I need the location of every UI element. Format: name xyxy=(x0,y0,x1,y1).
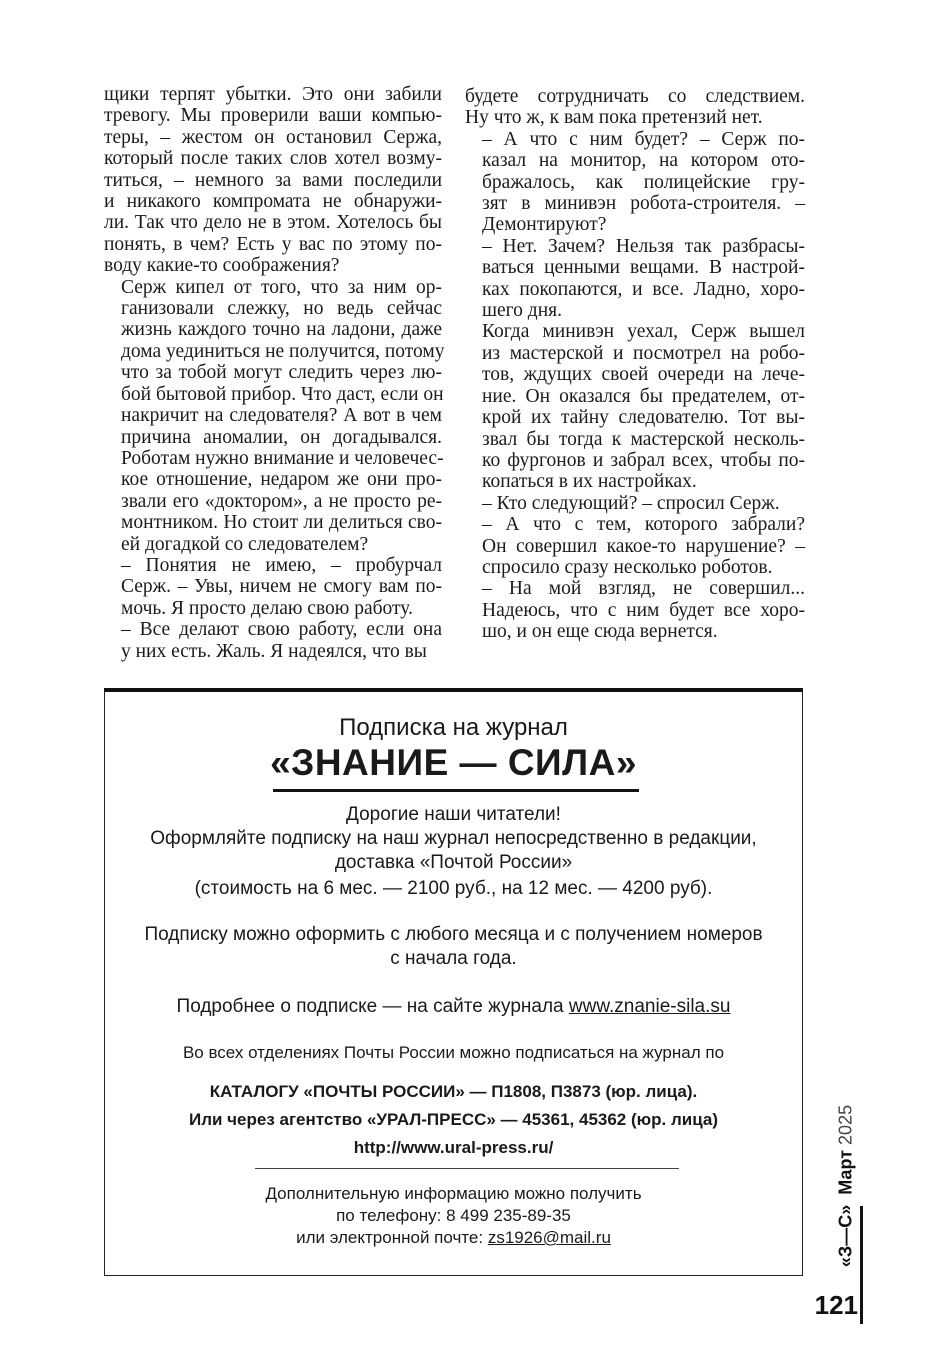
subscription-box xyxy=(104,688,803,1276)
text-line: жизнь каждого точно на ладони, даже xyxy=(121,319,442,341)
divider xyxy=(255,1168,679,1169)
article-paragraph xyxy=(465,86,805,129)
text-line: понять, в чем? Есть у вас по этому по- xyxy=(104,233,442,255)
agency-line: Или через агентство «УРАЛ-ПРЕСС» — 45361, 45362 (юр. лица) xyxy=(188,1110,719,1129)
more-info-line xyxy=(105,996,802,1018)
text-line: из мастерской и посмотрел на робо- xyxy=(482,342,805,364)
article-left-column xyxy=(104,84,445,662)
price-line: (стоимость на 6 мес. — 2100 руб., на 12 мес. — 4200 руб). xyxy=(194,878,713,899)
text-line: и никакого компромата не обнаружи- xyxy=(104,191,442,213)
journal-abbr: «З—С» xyxy=(835,1204,856,1268)
text-line: Серж. – Увы, ничем не смогу вам по- xyxy=(121,576,442,598)
text-line: ваться ценными вещами. В настрой- xyxy=(482,257,805,279)
text-line: у них есть. Жаль. Я надеялся, что вы xyxy=(121,640,427,662)
offer-line-1: Оформляйте подписку на наш журнал непосредственно в редакции, xyxy=(150,828,757,849)
catalog-line: КАТАЛОГУ «ПОЧТЫ РОССИИ» — П1808, П3873 (юр. лица). xyxy=(209,1082,698,1101)
article-paragraph xyxy=(104,555,442,619)
text-line: ние. Он оказался бы предателем, от- xyxy=(482,385,805,407)
text-line: тревогу. Мы проверили ваши компью- xyxy=(104,105,442,127)
phone-line: по телефону: 8 499 235-89-35 xyxy=(336,1206,571,1225)
footer-rule xyxy=(860,1206,863,1324)
text-line: – Все делают свою работу, если она xyxy=(121,619,442,641)
text-line: ей догадкой со следователем? xyxy=(121,533,369,555)
text-line: причина аномалии, он догадывался. xyxy=(121,426,442,448)
any-month-line-1: Подписку можно оформить с любого месяца и с получением номеров xyxy=(144,924,763,945)
text-line: тов, ждущих своей очереди на лече- xyxy=(482,364,805,386)
magazine-name: «ЗНАНИЕ — СИЛА» xyxy=(270,742,637,783)
text-line: воду какие-то соображения? xyxy=(104,255,340,277)
website-link[interactable]: www.znanie-sila.su xyxy=(568,996,731,1017)
text-line: Надеюсь, что с ним будет все хоро- xyxy=(482,599,805,621)
more-info-text: Подробнее о подписке — на сайте журнала xyxy=(176,996,569,1017)
email-link[interactable]: zs1926@mail.ru xyxy=(487,1228,611,1247)
text-line: Когда минивэн уехал, Серж вышел xyxy=(482,321,805,343)
text-line: спросило сразу несколько роботов. xyxy=(482,556,773,578)
text-line: который после таких слов хотел возму- xyxy=(104,148,442,170)
text-line: монтником. Но стоит ли делиться сво- xyxy=(121,512,442,534)
post-offices-line: Во всех отделениях Почты России можно подписаться на журнал по xyxy=(182,1043,725,1062)
article-paragraph xyxy=(465,514,805,578)
text-line: крой их тайну следователю. Тот вы- xyxy=(482,407,805,429)
text-line: мочь. Я просто делаю свою работу. xyxy=(121,597,413,619)
text-line: Он совершил какое-то нарушение? – xyxy=(482,535,805,557)
article-paragraph xyxy=(104,84,442,277)
text-line: дома уединиться не получится, потому xyxy=(121,340,445,362)
text-line: звал бы тогда к мастерской несколь- xyxy=(482,428,805,450)
text-line: – Понятия не имею, – пробурчал xyxy=(121,554,442,576)
text-line: ках покопаются, и все. Ладно, хоро- xyxy=(482,278,805,300)
text-line: бражалось, как полицейские гру- xyxy=(482,171,805,193)
text-line: копаться в их настройках. xyxy=(482,471,697,493)
article-paragraph xyxy=(104,619,442,662)
text-line: кое отношение, недаром же они про- xyxy=(121,469,442,491)
text-line: титься, – немного за вами последили xyxy=(104,169,442,191)
agency-url[interactable]: http://www.ural-press.ru/ xyxy=(353,1138,554,1157)
text-line: – А что с тем, которого забрали? xyxy=(482,514,805,536)
text-line: звали его «доктором», а не просто ре- xyxy=(121,490,442,512)
text-line: что за тобой могут следить через лю- xyxy=(121,362,442,384)
text-line: будете сотрудничать со следствием. xyxy=(465,86,805,107)
text-line: бой бытовой прибор. Что даст, если он xyxy=(121,383,444,405)
title-underline xyxy=(273,789,639,792)
text-line: зят в минивэн робота-строителя. – xyxy=(482,193,805,215)
subscription-heading: Подписка на журнал xyxy=(339,714,568,741)
issue-year: 2025 xyxy=(835,1104,856,1145)
text-line: Ну что ж, к вам пока претензий нет. xyxy=(465,107,763,129)
greeting: Дорогие наши читатели! xyxy=(346,804,561,825)
text-line: – На мой взгляд, не совершил... xyxy=(482,578,805,600)
any-month-line-2: с начала года. xyxy=(390,948,517,969)
text-line: щики терпят убытки. Это они забили xyxy=(104,84,442,105)
text-line: ко фургонов и забрал всех, чтобы по- xyxy=(482,449,805,471)
article-paragraph xyxy=(465,129,805,236)
text-line: теры, – жестом он остановил Сержа, xyxy=(104,126,442,148)
article-paragraph xyxy=(104,276,445,555)
article-paragraph xyxy=(465,236,805,322)
article-paragraph xyxy=(465,578,805,642)
text-line: Роботам нужно внимание и человечес- xyxy=(121,447,444,469)
email-prefix: или электронной почте: xyxy=(296,1228,488,1247)
issue-month: Март xyxy=(835,1149,856,1195)
text-line: – Нет. Зачем? Нельзя так разбрасы- xyxy=(482,235,805,257)
email-line xyxy=(105,1228,802,1248)
text-line: Демонтируют? xyxy=(482,214,607,236)
article-paragraph xyxy=(465,321,805,492)
extra-info-line: Дополнительную информацию можно получить xyxy=(265,1184,642,1203)
text-line: ли. Так что дело не в этом. Хотелось бы xyxy=(104,212,442,234)
text-line: – Кто следующий? – спросил Серж. xyxy=(482,492,780,514)
text-line: шего дня. xyxy=(482,300,563,322)
text-line: – А что с ним будет? – Серж по- xyxy=(482,128,805,150)
text-line: шо, и он еще сюда вернется. xyxy=(482,621,718,643)
page-number: 121 xyxy=(814,1290,858,1320)
text-line: Серж кипел от того, что за ним ор- xyxy=(121,276,442,298)
article-right-column xyxy=(465,86,805,643)
article-paragraph xyxy=(465,493,805,514)
text-line: ганизовали слежку, но ведь сейчас xyxy=(121,298,442,320)
text-line: накричит на следователя? А вот в чем xyxy=(121,405,442,427)
text-line: казал на монитор, на котором ото- xyxy=(482,150,805,172)
offer-line-2: доставка «Почтой России» xyxy=(334,852,573,873)
